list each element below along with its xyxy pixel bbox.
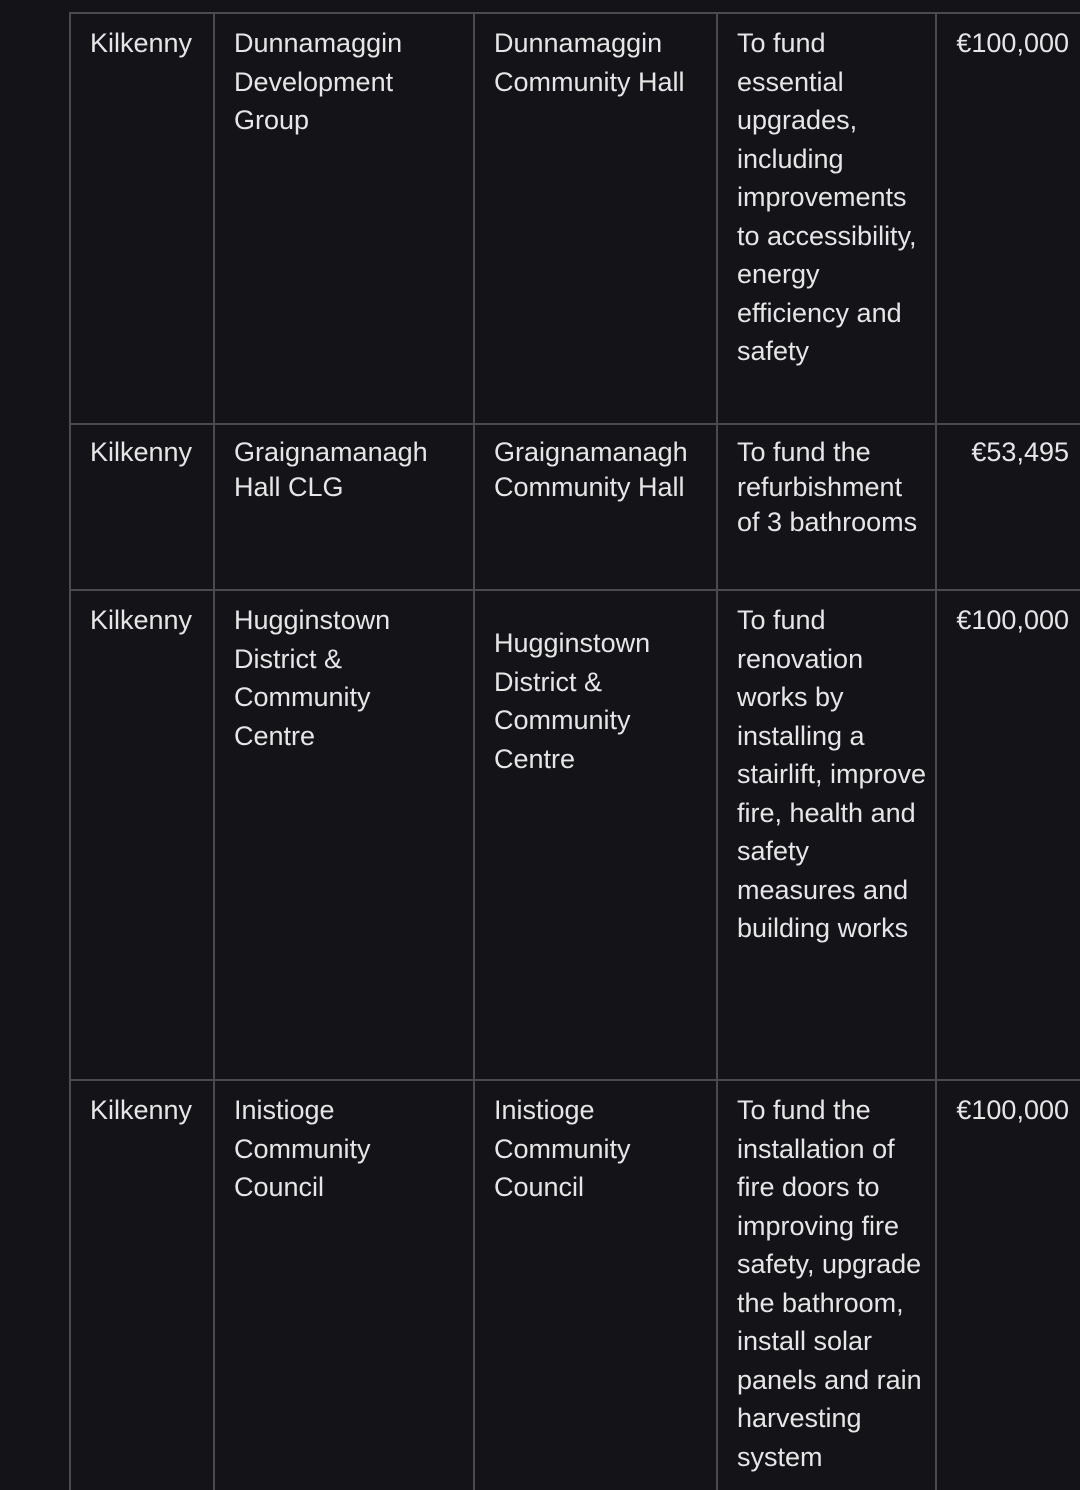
table-row [70, 590, 1080, 1080]
table-row [70, 1080, 1080, 1490]
purpose-cell: To fund the refurbishment of 3 bathrooms [717, 424, 936, 590]
county-cell: Kilkenny [70, 13, 214, 424]
amount-cell: €53,495 [936, 424, 1080, 590]
county-cell: Kilkenny [70, 1080, 214, 1490]
applicant-cell: Inistioge Community Council [214, 1080, 474, 1490]
venue-cell: Hugginstown District & Community Centre [474, 590, 717, 1080]
county-cell: Kilkenny [70, 590, 214, 1080]
amount-cell: €100,000 [936, 1080, 1080, 1490]
amount-cell: €100,000 [936, 13, 1080, 424]
amount-cell: €100,000 [936, 590, 1080, 1080]
applicant-cell: Dunnamaggin Development Group [214, 13, 474, 424]
venue-cell: Inistioge Community Council [474, 1080, 717, 1490]
table-row [70, 424, 1080, 590]
purpose-cell: To fund essential upgrades, including improvements to accessibility, energy efficiency and safety [717, 13, 936, 424]
purpose-cell: To fund the installation of fire doors to improving fire safety, upgrade the bathroom, install solar panels and rain harvesting system [717, 1080, 936, 1490]
purpose-cell: To fund renovation works by installing a stairlift, improve fire, health and safety measures and building works [717, 590, 936, 1080]
county-cell: Kilkenny [70, 424, 214, 590]
table-row [70, 13, 1080, 424]
grants-table [69, 12, 1080, 1490]
venue-cell: Graignamanagh Community Hall [474, 424, 717, 590]
applicant-cell: Graignamanagh Hall CLG [214, 424, 474, 590]
venue-cell: Dunnamaggin Community Hall [474, 13, 717, 424]
grants-table-container [69, 12, 1080, 1490]
applicant-cell: Hugginstown District & Community Centre [214, 590, 474, 1080]
